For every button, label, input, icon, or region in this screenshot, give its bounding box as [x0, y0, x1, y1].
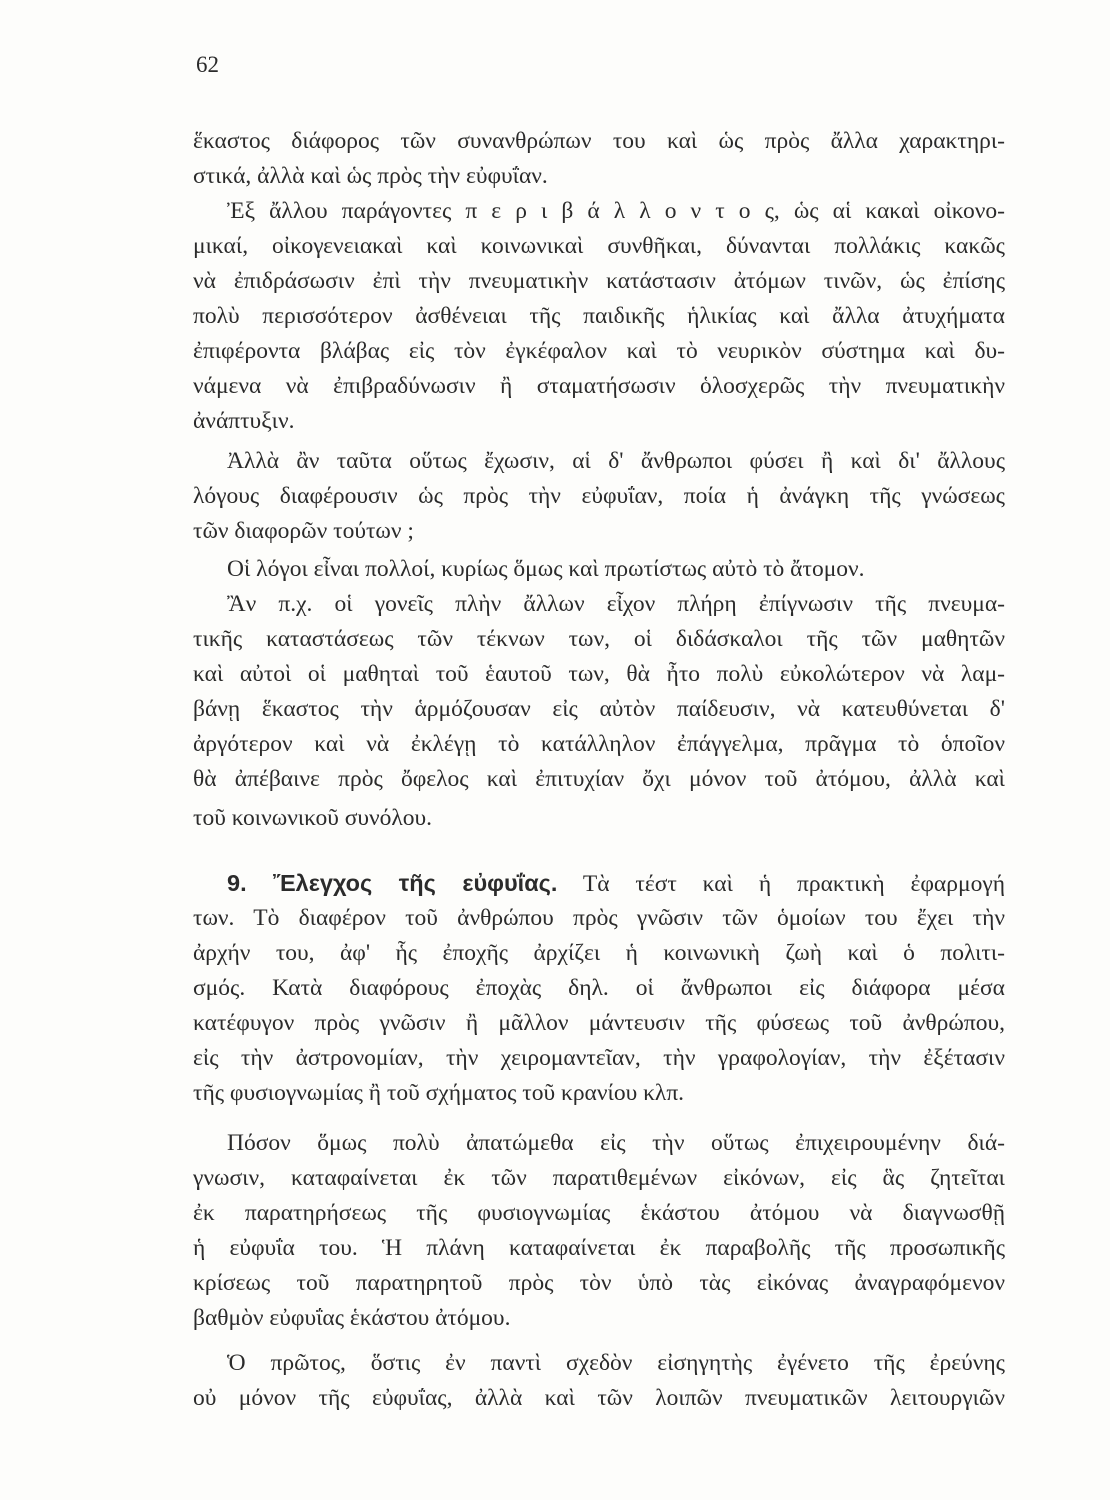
text-line: μικαί, οἰκογενειακαὶ καὶ κοινωνικαὶ συνθῆκαι, δύνανται πολλάκις κακῶς	[193, 233, 1005, 259]
text-line: κατέφυγον πρὸς γνῶσιν ἢ μᾶλλον μάντευσιν τῆς φύσεως τοῦ ἀνθρώπου,	[193, 1010, 1005, 1036]
text-line: στικά, ἀλλὰ καὶ ὡς πρὸς τὴν εὐφυΐαν.	[193, 163, 548, 189]
text-line: ἀργότερον καὶ νὰ ἐκλέγῃ τὸ κατάλληλον ἐπάγγελμα, πρᾶγμα τὸ ὁποῖον	[193, 731, 1005, 757]
text-line: ἀρχήν του, ἀφ' ἧς ἐποχῆς ἀρχίζει ἡ κοινωνικὴ ζωὴ καὶ ὁ πολιτι-	[193, 940, 1005, 966]
text-line: τῶν διαφορῶν τούτων ;	[193, 518, 414, 544]
text-line: κρίσεως τοῦ παρατηρητοῦ πρὸς τὸν ὑπὸ τὰς εἰκόνας ἀναγραφόμενον	[193, 1270, 1005, 1296]
text-line: οὐ μόνον τῆς εὐφυΐας, ἀλλὰ καὶ τῶν λοιπῶν πνευματικῶν λειτουργιῶν	[193, 1385, 1005, 1411]
text-line: νάμενα νὰ ἐπιβραδύνωσιν ἢ σταματήσωσιν ὁλοσχερῶς τὴν πνευματικὴν	[193, 373, 1005, 399]
text-line: καὶ αὐτοὶ οἱ μαθηταὶ τοῦ ἑαυτοῦ των, θὰ ἦτο πολὺ εὐκολώτερον νὰ λαμ-	[193, 661, 1005, 687]
text-line: γνωσιν, καταφαίνεται ἐκ τῶν παρατιθεμένων εἰκόνων, εἰς ἃς ζητεῖται	[193, 1165, 1005, 1191]
text-line: Πόσον ὅμως πολὺ ἀπατώμεθα εἰς τὴν οὕτως ἐπιχειρουμένην διά-	[227, 1130, 1005, 1156]
text-line: ἐπιφέροντα βλάβας εἰς τὸν ἐγκέφαλον καὶ τὸ νευρικὸν σύστημα καὶ δυ-	[193, 338, 1005, 364]
text-line: Ἐξ ἄλλου παράγοντες π ε ρ ι β ά λ λ ο ν τ ο ς, ὡς αἱ κακαὶ οἰκονο-	[227, 198, 1005, 224]
text-line: βαθμὸν εὐφυΐας ἑκάστου ἀτόμου.	[193, 1305, 511, 1331]
text-line: εἰς τὴν ἀστρονομίαν, τὴν χειρομαντεῖαν, τὴν γραφολογίαν, τὴν ἐξέτασιν	[193, 1045, 1005, 1071]
section-heading-rest: Τὰ τέστ καὶ ἡ πρακτικὴ ἐφαρμογή	[582, 871, 1005, 897]
section-heading: 9. Ἔλεγχος τῆς εὐφυΐας.	[227, 870, 558, 896]
text-line: Ὁ πρῶτος, ὅστις ἐν παντὶ σχεδὸν εἰσηγητὴς ἐγένετο τῆς ἐρεύνης	[227, 1350, 1005, 1376]
page-number: 62	[196, 52, 219, 77]
text-line: ἕκαστος διάφορος τῶν συνανθρώπων του καὶ ὡς πρὸς ἄλλα χαρακτηρι-	[193, 128, 1005, 154]
text-line: των. Τὸ διαφέρον τοῦ ἀνθρώπου πρὸς γνῶσιν τῶν ὁμοίων του ἔχει τὴν	[193, 905, 1005, 931]
text-line: τοῦ κοινωνικοῦ συνόλου.	[193, 805, 433, 831]
section-heading-line	[227, 868, 1005, 899]
text-line: τικῆς καταστάσεως τῶν τέκνων των, οἱ διδάσκαλοι τῆς τῶν μαθητῶν	[193, 626, 1005, 652]
text-line: Ἀλλὰ ἂν ταῦτα οὕτως ἔχωσιν, αἱ δ' ἄνθρωποι φύσει ἢ καὶ δι' ἄλλους	[227, 448, 1005, 474]
text-line: τῆς φυσιογνωμίας ἢ τοῦ σχήματος τοῦ κρανίου κλπ.	[193, 1080, 685, 1106]
text-line: Οἱ λόγοι εἶναι πολλοί, κυρίως ὅμως καὶ πρωτίστως αὐτὸ τὸ ἄτομον.	[227, 556, 865, 582]
text-line: πολὺ περισσότερον ἀσθένειαι τῆς παιδικῆς ἡλικίας καὶ ἄλλα ἀτυχήματα	[193, 303, 1005, 329]
text-line: ἀνάπτυξιν.	[193, 408, 295, 434]
text-line: θὰ ἀπέβαινε πρὸς ὄφελος καὶ ἐπιτυχίαν ὄχι μόνον τοῦ ἀτόμου, ἀλλὰ καὶ	[193, 766, 1005, 792]
text-line: βάνῃ ἕκαστος τὴν ἁρμόζουσαν εἰς αὐτὸν παίδευσιν, νὰ κατευθύνεται δ'	[193, 696, 1005, 722]
text-line: σμός. Κατὰ διαφόρους ἐποχὰς δηλ. οἱ ἄνθρωποι εἰς διάφορα μέσα	[193, 975, 1005, 1001]
text-line: ἐκ παρατηρήσεως τῆς φυσιογνωμίας ἑκάστου ἀτόμου νὰ διαγνωσθῇ	[193, 1200, 1005, 1226]
text-line: Ἂν π.χ. οἱ γονεῖς πλὴν ἄλλων εἶχον πλήρη ἐπίγνωσιν τῆς πνευμα-	[227, 591, 1005, 617]
text-line: νὰ ἐπιδράσωσιν ἐπὶ τὴν πνευματικὴν κατάστασιν ἀτόμων τινῶν, ὡς ἐπίσης	[193, 268, 1005, 294]
text-line: λόγους διαφέρουσιν ὡς πρὸς τὴν εὐφυΐαν, ποία ἡ ἀνάγκη τῆς γνώσεως	[193, 483, 1005, 509]
text-line: ἡ εὐφυΐα του. Ἡ πλάνη καταφαίνεται ἐκ παραβολῆς τῆς προσωπικῆς	[193, 1235, 1005, 1261]
